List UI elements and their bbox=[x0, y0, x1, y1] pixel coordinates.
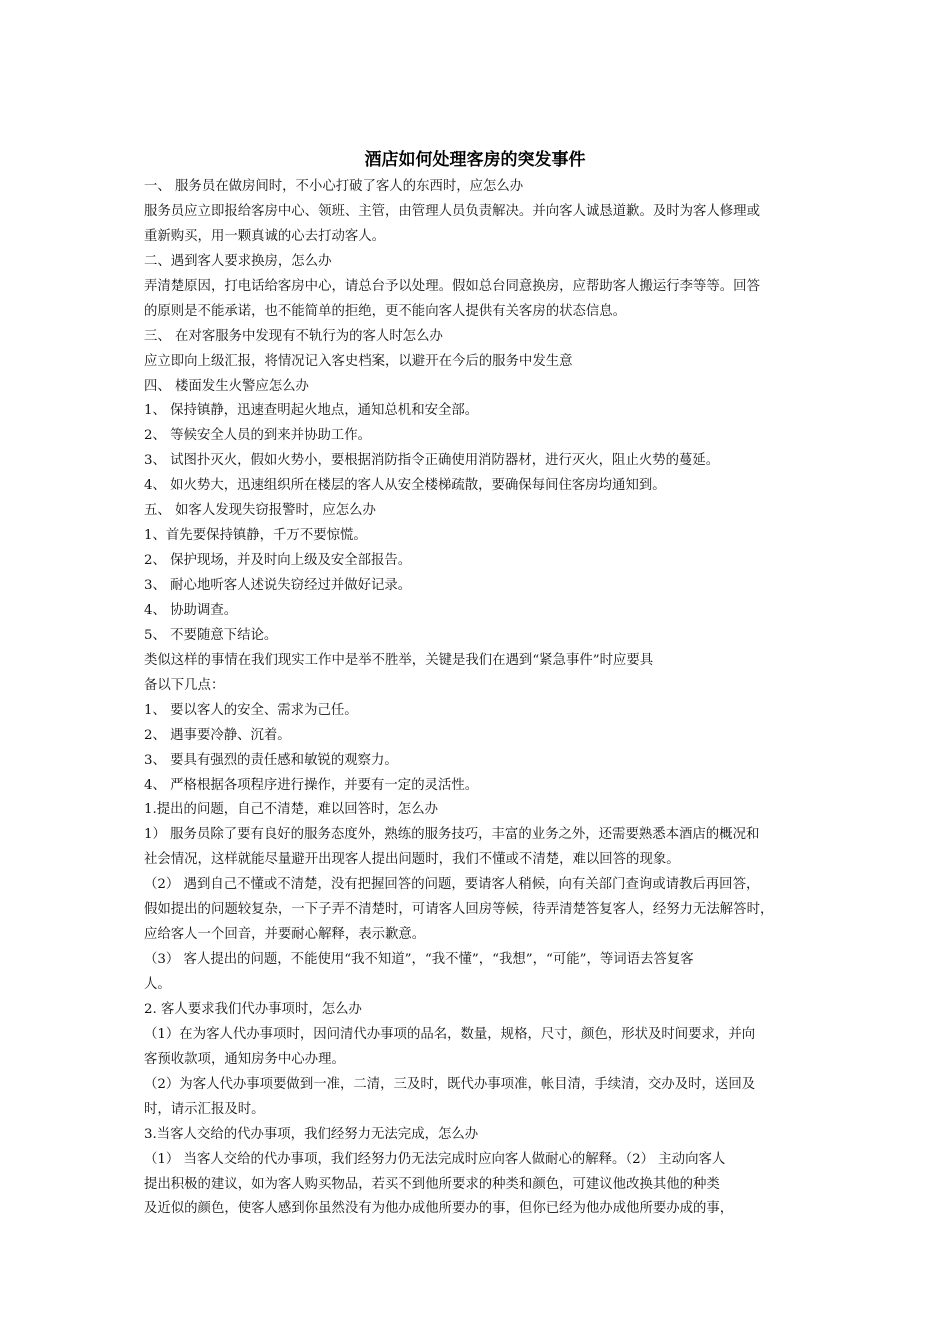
text-line: 2、 等候安全人员的到来并协助工作。 bbox=[144, 428, 372, 444]
text-line: 1、 保持镇静，迅速查明起火地点，通知总机和安全部。 bbox=[144, 403, 479, 419]
text-line: 3、 要具有强烈的责任感和敏锐的观察力。 bbox=[144, 752, 398, 768]
text-line: 3、 耐心地听客人述说失窃经过并做好记录。 bbox=[144, 578, 412, 593]
document-title: 酒店如何处理客房的突发事件 bbox=[364, 150, 586, 170]
text-line: 弄清楚原因，打电话给客房中心，请总台予以处理。假如总台同意换房，应帮助客人搬运行李等等。回答 bbox=[144, 278, 760, 294]
text-line: 的原则是不能承诺，也不能简单的拒绝，更不能向客人提供有关客房的状态信息。 bbox=[144, 303, 627, 319]
text-line: 3.当客人交给的代办事项，我们经努力无法完成，怎么办 bbox=[144, 1126, 479, 1142]
text-line: （1）在为客人代办事项时，因问清代办事项的品名，数量，规格，尺寸，颜色，形状及时间要求，并向 bbox=[144, 1026, 756, 1042]
text-line: 及近似的颜色，使客人感到你虽然没有为他办成他所要办的事，但你已经为他办成他所要办成的事， bbox=[144, 1201, 734, 1217]
text-line: 2. 客人要求我们代办事项时，怎么办 bbox=[144, 1001, 362, 1017]
text-line: 人。 bbox=[144, 977, 171, 992]
text-line: 应立即向上级汇报，将情况记入客史档案，以避开在今后的服务中发生意 bbox=[144, 353, 573, 369]
text-line: 1、首先要保持镇静，千万不要惊慌。 bbox=[144, 528, 367, 544]
text-line: （2） 遇到自己不懂或不清楚，没有把握回答的问题，要请客人稍候，向有关部门查询或请教后再回答， bbox=[144, 877, 760, 893]
text-line: 一、 服务员在做房间时，不小心打破了客人的东西时，应怎么办 bbox=[144, 179, 524, 194]
text-line: 1.提出的问题，自己不清楚，难以回答时，怎么办 bbox=[144, 802, 438, 818]
text-line: 4、 协助调查。 bbox=[144, 602, 238, 618]
text-line: 服务员应立即报给客房中心、领班、主管，由管理人员负责解决。并向客人诚恳道歉。及时为客人修理或 bbox=[144, 203, 760, 219]
document-body bbox=[144, 175, 814, 1222]
text-line: 2、 保护现场，并及时向上级及安全部报告。 bbox=[144, 553, 412, 569]
text-line: 1） 服务员除了要有良好的服务态度外，熟练的服务技巧，丰富的业务之外，还需要熟悉本酒店的概况和 bbox=[144, 827, 760, 843]
text-line: 1、 要以客人的安全、需求为己任。 bbox=[144, 702, 358, 718]
text-line: 备以下几点： bbox=[144, 677, 225, 693]
text-line: 时，请示汇报及时。 bbox=[144, 1101, 265, 1117]
text-line: 4、 严格根据各项程序进行操作，并要有一定的灵活性。 bbox=[144, 777, 479, 793]
text-line: 二、遇到客人要求换房，怎么办 bbox=[144, 253, 332, 269]
text-line: 五、 如客人发现失窃报警时，应怎么办 bbox=[144, 503, 376, 519]
text-line: 4、 如火势大，迅速组织所在楼层的客人从安全楼梯疏散，要确保每间住客房均通知到。 bbox=[144, 478, 666, 494]
text-line: （2）为客人代办事项要做到一准，二清，三及时，既代办事项准，帐目清，手续清，交办及时，送回及 bbox=[144, 1076, 756, 1092]
text-line: 应给客人一个回音，并要耐心解释，表示歉意。 bbox=[144, 927, 426, 943]
text-line: （1） 当客人交给的代办事项，我们经努力仍无法完成时应向客人做耐心的解释。（2） 主动向客人 bbox=[144, 1151, 726, 1167]
text-line: 3、 试图扑灭火，假如火势小，要根据消防指令正确使用消防器材，进行灭火，阻止火势的蔓延。 bbox=[144, 453, 720, 469]
text-line: 四、 楼面发生火警应怎么办 bbox=[144, 378, 309, 394]
text-line: 客预收款项，通知房务中心办理。 bbox=[144, 1051, 345, 1067]
text-line: 2、 遇事要冷静、沉着。 bbox=[144, 727, 291, 743]
text-line: 假如提出的问题较复杂，一下子弄不清楚时，可请客人回房等候，待弄清楚答复客人，经努力无法解答时， bbox=[144, 902, 774, 918]
text-line: 重新购买，用一颗真诚的心去打动客人。 bbox=[144, 228, 386, 244]
text-line: 类似这样的事情在我们现实工作中是举不胜举，关键是我们在遇到“紧急事件”时应要具 bbox=[144, 652, 654, 668]
text-line: 三、 在对客服务中发现有不轨行为的客人时怎么办 bbox=[144, 328, 443, 344]
text-line: 5、 不要随意下结论。 bbox=[144, 627, 278, 643]
text-line: 社会情况，这样就能尽量避开出现客人提出问题时，我们不懂或不清楚，难以回答的现象。 bbox=[144, 852, 680, 868]
text-line: （3） 客人提出的问题，不能使用“我不知道”，“我不懂”，“我想”，“可能”，等词语去答复客 bbox=[144, 952, 694, 968]
text-line: 提出积极的建议，如为客人购买物品，若买不到他所要求的种类和颜色，可建议他改换其他的种类 bbox=[144, 1176, 720, 1192]
